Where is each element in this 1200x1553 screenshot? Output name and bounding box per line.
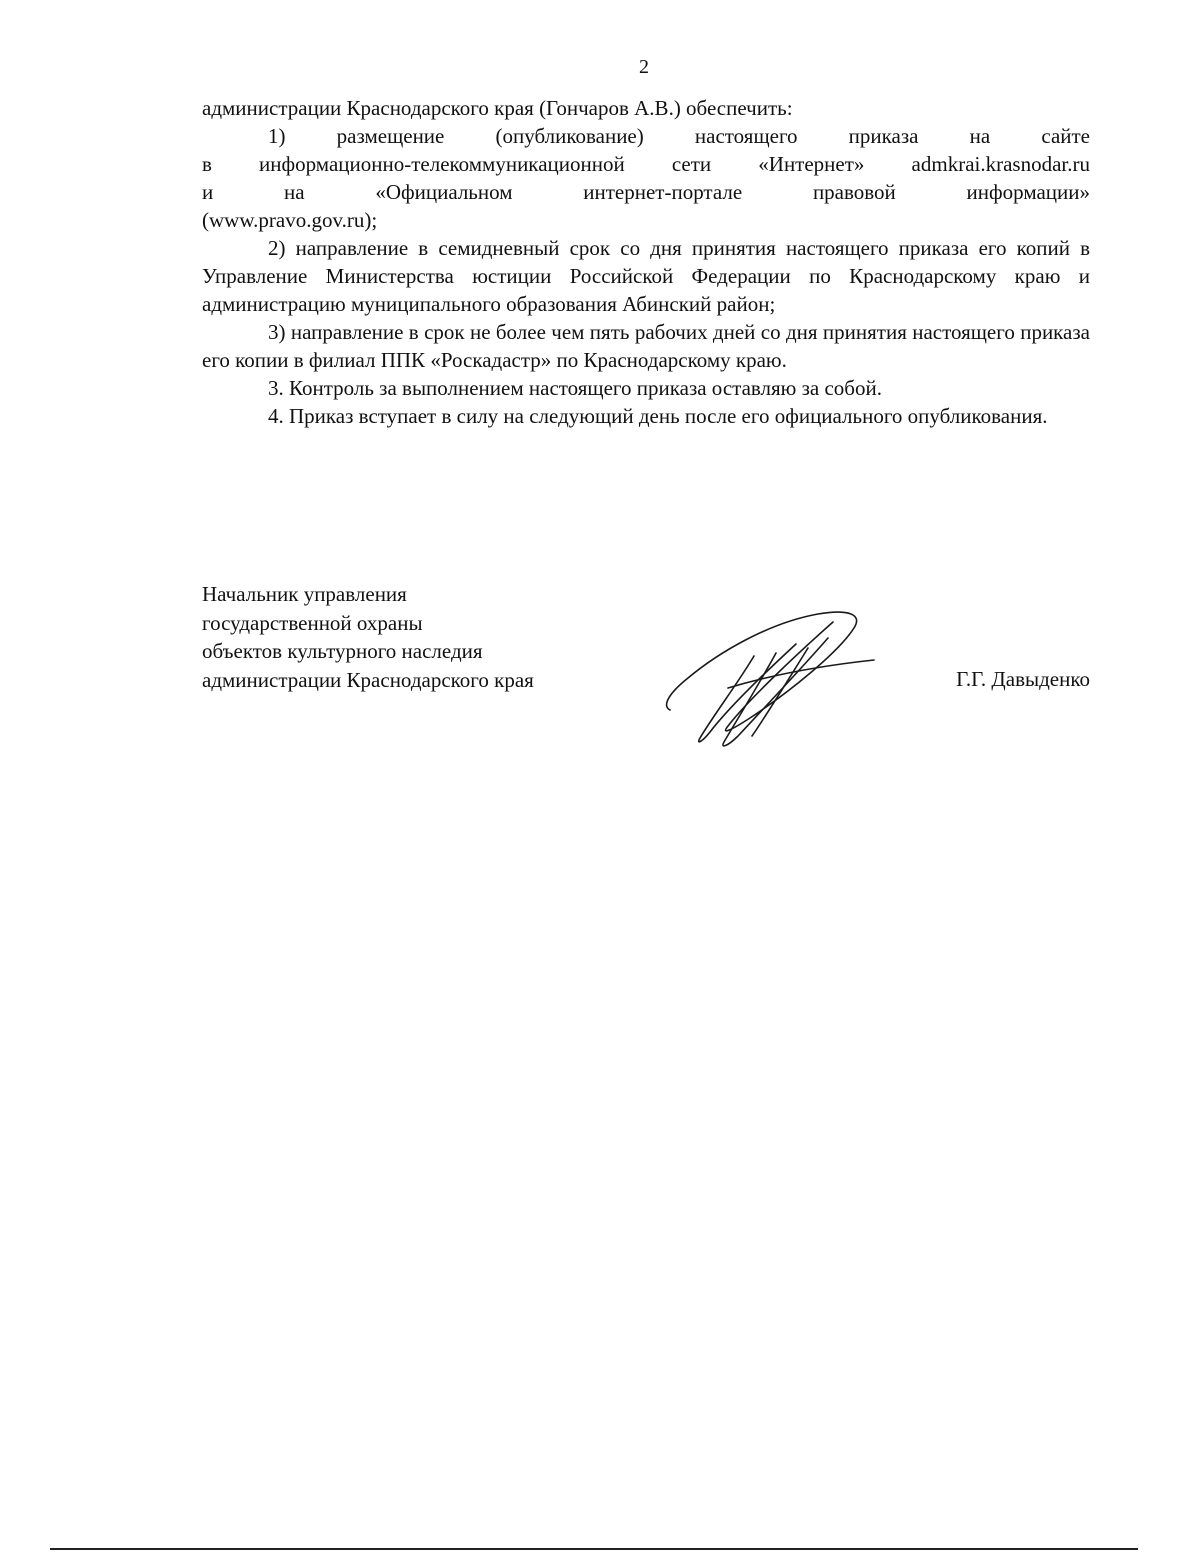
paragraph-item-3: 3) направление в срок не более чем пять рабочих дней со дня принятия настоящего приказа его копии в филиал ППК «Роскадастр» по Краснодарскому краю.: [202, 320, 1090, 372]
signer-title-line: государственной охраны: [202, 610, 423, 635]
paragraph-item-1-line-3: и на «Официальном интернет-портале правовой информации»: [202, 180, 1090, 204]
signer-title-line: администрации Краснодарского края: [202, 667, 534, 692]
signer-name: Г.Г. Давыденко: [956, 667, 1090, 691]
document-body: [202, 94, 1090, 430]
paragraph-intro: администрации Краснодарского края (Гончаров А.В.) обеспечить:: [202, 96, 793, 120]
footer-rule: [50, 1548, 1138, 1550]
paragraph-effective-date: 4. Приказ вступает в силу на следующий день после его официального опубликования.: [268, 404, 1048, 428]
paragraph-item-2: 2) направление в семидневный срок со дня принятия настоящего приказа его копий в Управление Министерства юстиции Российской Федерации по Краснодарскому краю и администрацию муниципального образования Абинский район;: [202, 236, 1090, 316]
signer-title-line: Начальник управления: [202, 582, 407, 606]
handwritten-signature: [658, 608, 888, 758]
paragraph-item-1-line-1: 1) размещение (опубликование) настоящего приказа на сайте: [268, 124, 1090, 148]
paragraph-item-1-line-4: (www.pravo.gov.ru);: [202, 208, 378, 232]
paragraph-item-1-line-2: в информационно-телекоммуникационной сети «Интернет» admkrai.krasnodar.ru: [202, 152, 1090, 176]
signer-title-line: объектов культурного наследия: [202, 639, 483, 663]
page-number: 2: [639, 56, 649, 78]
paragraph-control: 3. Контроль за выполнением настоящего приказа оставляю за собой.: [268, 376, 882, 400]
signer-title: [202, 580, 534, 694]
signature-block: [202, 580, 1090, 760]
